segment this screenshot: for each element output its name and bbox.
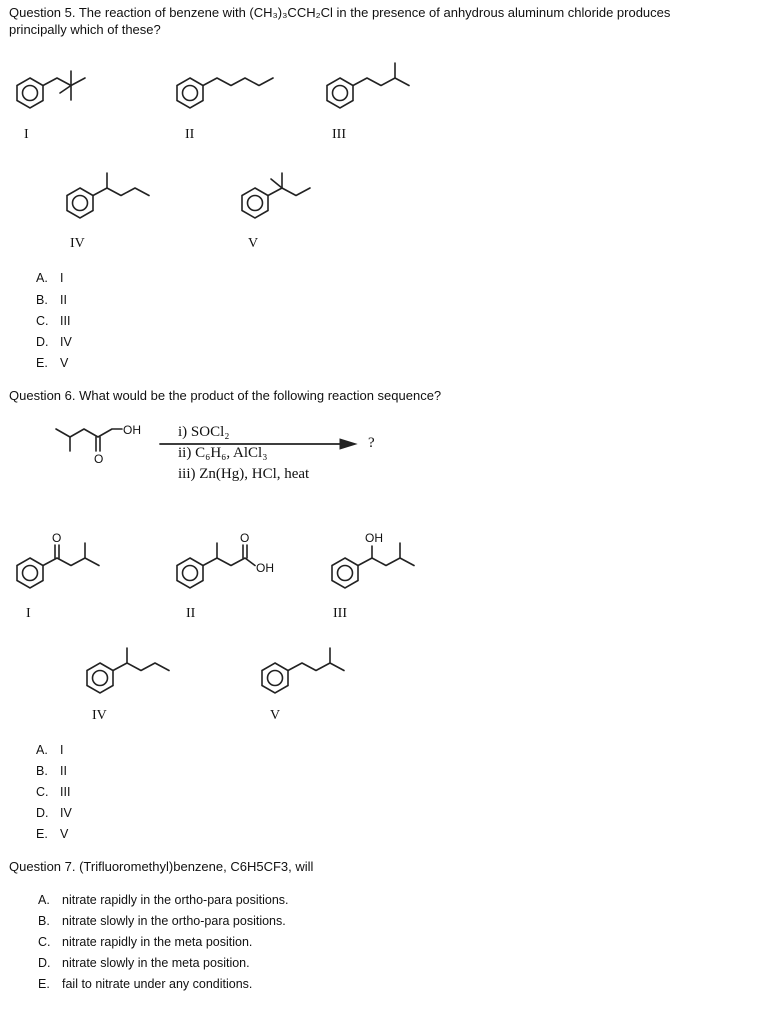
q6-iii-oh-label: OH <box>365 531 383 545</box>
q6-reagent-1: i) SOCl₂ <box>178 424 230 440</box>
q6-structure-V <box>245 635 365 705</box>
q6-label-V: V <box>270 708 281 723</box>
q6-reagents <box>178 422 309 485</box>
q7-option-d[interactable]: D. nitrate slowly in the meta position. <box>38 956 250 970</box>
q5-label-I: I <box>24 127 29 142</box>
q5-structure-IV <box>50 165 170 230</box>
q6-label-II: II <box>186 606 196 621</box>
q7-option-a[interactable]: A. nitrate rapidly in the ortho-para positions. <box>38 893 289 907</box>
q5-label-III: III <box>332 127 346 142</box>
q5-label-V: V <box>248 236 259 251</box>
q6-structure-I <box>0 530 120 600</box>
q6-ii-oh-label: OH <box>256 561 274 575</box>
q5-structure-III <box>310 55 430 120</box>
q6-structure-III <box>315 530 435 600</box>
q5-structure-I <box>0 60 110 120</box>
question-6-text: Question 6. What would be the product of the following reaction sequence? <box>9 388 442 403</box>
q6-option-c[interactable]: C. III <box>36 785 71 799</box>
q5-option-d[interactable]: D. IV <box>36 335 72 349</box>
q6-carbonyl-o-label: O <box>94 452 104 466</box>
q6-reaction-arrow <box>160 437 360 451</box>
q5-structure-V <box>225 165 345 230</box>
q6-structure-IV <box>70 635 190 705</box>
question-5-line-2: principally which of these? <box>9 22 161 37</box>
q6-label-I: I <box>26 606 31 621</box>
q7-option-c[interactable]: C. nitrate rapidly in the meta position. <box>38 935 253 949</box>
q6-ii-carbonyl-o: O <box>240 531 250 545</box>
q6-option-b[interactable]: B. II <box>36 764 67 778</box>
q7-option-e[interactable]: E. fail to nitrate under any conditions. <box>38 977 253 991</box>
q5-label-II: II <box>185 127 195 142</box>
q5-option-c[interactable]: C. III <box>36 314 71 328</box>
q5-option-e[interactable]: E. V <box>36 356 69 370</box>
q6-product-mark: ? <box>368 435 375 451</box>
q5-option-b[interactable]: B. II <box>36 293 67 307</box>
q6-option-e[interactable]: E. V <box>36 827 69 841</box>
q5-option-a[interactable]: A. I <box>36 271 64 285</box>
q6-option-a[interactable]: A. I <box>36 743 64 757</box>
question-5-line-1: Question 5. The reaction of benzene with (CH₃)₃CCH₂Cl in the presence of anhydrous aluminum chloride produces <box>9 5 671 20</box>
q6-reagent-2: ii) C₆H₆, AlCl₃ <box>178 445 268 461</box>
q6-i-carbonyl-o: O <box>52 531 62 545</box>
q5-label-IV: IV <box>70 236 85 251</box>
q7-option-b[interactable]: B. nitrate slowly in the ortho-para positions. <box>38 914 286 928</box>
q6-label-IV: IV <box>92 708 107 723</box>
q6-option-d[interactable]: D. IV <box>36 806 72 820</box>
question-5-text <box>9 4 670 38</box>
q6-starting-material <box>50 415 160 475</box>
question-7-text: Question 7. (Trifluoromethyl)benzene, C6H5CF3, will <box>9 859 314 874</box>
q6-reagent-3: iii) Zn(Hg), HCl, heat <box>178 466 310 482</box>
q5-structure-II <box>160 60 290 120</box>
q6-label-III: III <box>333 606 347 621</box>
q6-structure-II <box>160 530 300 600</box>
q6-oh-label: OH <box>123 423 141 437</box>
